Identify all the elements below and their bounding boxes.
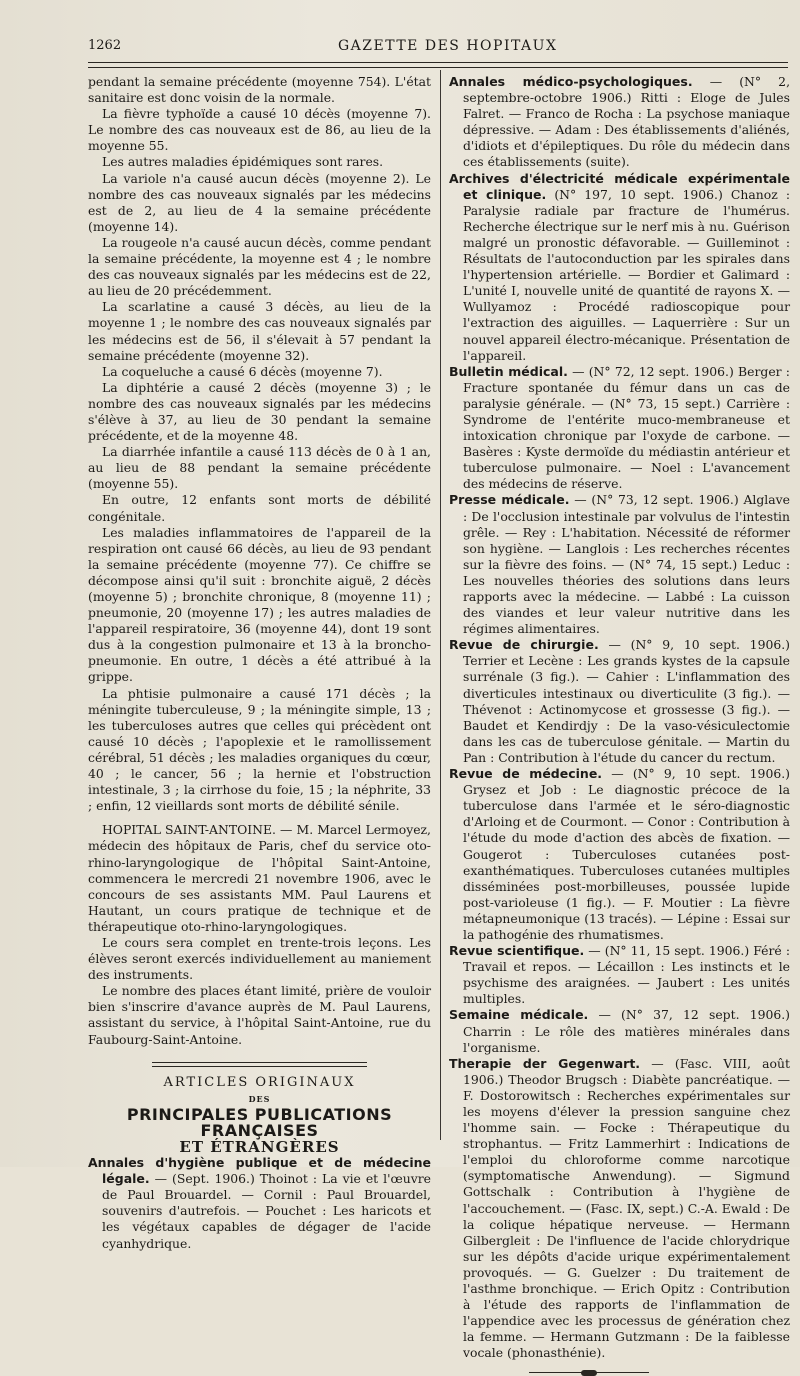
journal-title: GAZETTE DES HOPITAUX <box>338 38 558 54</box>
review-entry <box>449 364 790 493</box>
section-heading-line3: PRINCIPALES PUBLICATIONS FRANÇAISES <box>126 1104 393 1140</box>
review-title: Archives d'électricité médicale expérimentale et clinique. <box>449 170 790 202</box>
review-text: — (N° 72, 12 sept. 1906.) Berger : Fracture spontanée du fémur dans un cas de paralysie générale. — (N° 73, 15 sept.) Carrière : Syndrome de l'entérite muco-membraneuse et intoxication chronique par l'oxyde de carbone. — Basères : Kyste dermoïde du médiastin antérieur et tuberculose pulmonaire. — Noel : L'avancement des médecins de réserve. <box>463 363 790 492</box>
left-column <box>88 74 431 1252</box>
hospital-notice <box>88 822 431 935</box>
page-number: 1262 <box>88 38 122 53</box>
hospital-notice-text: — M. Marcel Lermoyez, médecin des hôpitaux de Paris, chef du service oto-rhino-laryngologique de l'hôpital Saint-Antoine, commencera le mercredi 21 novembre 1906, avec le concours de ses assistants MM. Paul Laurens et Hautant, un cours pratique de technique et de thérapeutique oto-rhino-laryngologiques. <box>88 822 431 934</box>
right-column <box>449 74 790 1376</box>
hospital-heading: HOPITAL SAINT-ANTOINE. <box>102 822 276 838</box>
review-text: — (N° 11, 15 sept. 1906.) Féré : Travail et repos. — Lécaillon : Les instincts et le psychisme des araignées. — Jaubert : Les unités multiples. <box>463 943 790 1007</box>
review-entry <box>449 492 790 637</box>
paragraph: La diphtérie a causé 2 décès (moyenne 3) ; le nombre des cas nouveaux signalés par les médecins s'élève à 37, au lieu de 30 pendant la semaine précédente, et de la moyenne 48. <box>88 379 431 444</box>
review-entry <box>449 766 790 943</box>
review-title: Revue scientifique. <box>449 943 585 959</box>
review-entry <box>449 637 790 766</box>
review-entry <box>449 171 790 364</box>
review-title: Semaine médicale. <box>449 1007 589 1023</box>
review-entry <box>449 74 790 171</box>
review-title: Annales d'hygiène publique et de médecine légale. <box>88 1155 431 1187</box>
review-title: Presse médicale. <box>449 492 570 508</box>
review-text: — (N° 37, 12 sept. 1906.) Charrin : Le rôle des matières minérales dans l'organisme. <box>463 1007 790 1055</box>
section-separator <box>152 1062 367 1067</box>
column-divider <box>440 70 441 1140</box>
paragraph: La rougeole n'a causé aucun décès, comme pendant la semaine précédente, la moyenne est 4 ; le nombre des cas nouveaux signalés par les médecins est de 22, au lieu de 20 précédemment. <box>88 234 431 299</box>
paragraph: La phtisie pulmonaire a causé 171 décès ; la méningite tuberculeuse, 9 ; la méningite simple, 13 ; les tuberculoses autres que celles qui précèdent ont causé 10 décès ; l'apoplexie et le ramollissement cérébral, 51 décès ; les maladies organiques du cœur, 40 ; le cancer, 56 ; la hernie et l'obstruction intestinale, 3 ; la cirrhose du foie, 15 ; la néphrite, 33 ; enfin, 12 vieillards sont morts de débilité sénile. <box>88 685 431 814</box>
end-ornament <box>529 1370 649 1376</box>
paragraph: En outre, 12 enfants sont morts de débilité congénitale. <box>88 492 431 524</box>
paragraph: La fièvre typhoïde a causé 10 décès (moyenne 7). Le nombre des cas nouveaux est de 86, au lieu de la moyenne 55. <box>88 106 431 154</box>
paragraph: La scarlatine a causé 3 décès, au lieu de la moyenne 1 ; le nombre des cas nouveaux signalés par les médecins est de 56, il s'élevait à 57 pendant la semaine précédente (moyenne 32). <box>88 299 431 363</box>
paragraph: pendant la semaine précédente (moyenne 754). L'état sanitaire est donc voisin de la normale. <box>88 74 431 106</box>
paragraph: La coqueluche a causé 6 décès (moyenne 7). <box>102 363 383 379</box>
review-text: (N° 197, 10 sept. 1906.) Chanoz : Paralysie radiale par fracture de l'humérus. Recherche électrique sur le nerf mis à nu. Guérison malgré un pronostic défavorable. — Guilleminot : Résultats de l'autoconduction par les spirales dans l'hypertension artérielle. — Bordier et Galimard : L'unité I, nouvelle unité de quantité de rayons X. — Wullyamoz : Procédé radioscopique pour l'extraction des aiguilles. — Laquerrière : Sur un nouvel appareil électro-mécanique. Présentation de l'appareil. <box>463 186 791 363</box>
paragraph: La variole n'a causé aucun décès (moyenne 2). Le nombre des cas nouveaux signalés par les médecins est de 2, au lieu de 4 la semaine précédente (moyenne 14). <box>88 170 431 234</box>
paragraph: Le cours sera complet en trente-trois leçons. Les élèves seront exercés individuellement au maniement des instruments. <box>88 934 431 983</box>
review-text: — (N° 73, 12 sept. 1906.) Alglave : De l'occlusion intestinale par volvulus de l'intestin grêle. — Rey : L'habitation. Nécessité de réformer son hygiène. — Langlois : Les recherches récentes sur la fièvre des foins. — (N° 74, 15 sept.) Leduc : Les nouvelles théories des solutions dans leurs rapports avec la médecine. — Labbé : La cuisson des viandes et leur valeur nutritive dans les régimes alimentaires. <box>463 492 790 637</box>
review-title: Annales médico-psychologiques. <box>449 74 693 89</box>
review-text: — (Sept. 1906.) Thoinot : La vie et l'œuvre de Paul Brouardel. — Cornil : Paul Brouardel, souvenirs d'autrefois. — Pouchet : Les haricots et les végétaux capables de dégager de l'acide cyanhydrique. <box>102 1171 431 1251</box>
review-entry <box>449 1056 790 1362</box>
review-entry <box>449 943 790 1007</box>
section-heading-line2: DES <box>248 1093 271 1104</box>
page-header <box>88 38 788 60</box>
paragraph: La diarrhée infantile a causé 113 décès de 0 à 1 an, au lieu de 88 pendant la semaine précédente (moyenne 55). <box>88 444 431 492</box>
paragraph: Les maladies inflammatoires de l'appareil de la respiration ont causé 66 décès, au lieu de 93 pendant la semaine précédente (moyenne 77). Ce chiffre se décompose ainsi qu'il suit : bronchite aiguë, 2 décès (moyenne 5) ; bronchite chronique, 8 (moyenne 11) ; pneumonie, 20 (moyenne 17) ; les autres maladies de l'appareil respiratoire, 36 (moyenne 44), dont 19 sont dus à la congestion pulmonaire et 13 à la broncho-pneumonie. En outre, 1 décès a été attribué à la grippe. <box>88 524 431 685</box>
paragraph: Les autres maladies épidémiques sont rares. <box>102 154 384 170</box>
review-title: Revue de chirurgie. <box>449 637 599 653</box>
review-entry <box>88 1155 431 1252</box>
header-rule <box>88 62 788 68</box>
review-text: — (N° 2, septembre-octobre 1906.) Ritti : Eloge de Jules Falret. — Franco de Rocha : La psychose maniaque dépressive. — Adam : Des établissements d'aliénés, d'idiots et d'épileptiques. Du rôle du médecin dans ces établissements (suite). <box>463 74 791 170</box>
review-title: Therapie der Gegenwart. <box>449 1055 641 1071</box>
review-text: — (Fasc. VIII, août 1906.) Theodor Brugsch : Diabète pancréatique. — F. Dostorowitsch : Recherches expérimentales sur les moyens d'élever la pression sanguine chez l'homme sain. — Focke : Thérapeutique du strophantus. — Fritz Lammerhirt : Indications de l'emploi du chloroforme comme narcotique (symptomatische Anwendung). — Sigmund Gottschalk : Contribution à l'hygiène de l'accouchement. — (Fasc. IX, sept.) C.-A. Ewald : De la colique hépatique nerveuse. — Hermann Gilbergleit : De l'influence de l'acide chlorydrique sur les dépôts d'acide urique expérimentalement provoqués. — G. Guelzer : Du traitement de l'asthme bronchique. — Erich Opitz : Contribution à l'étude des rapports de l'inflammation de l'appendice avec les processus de génération chez la femme. — Hermann Gutzmann : De la faiblesse vocale (phonasthénie). <box>463 1055 790 1361</box>
review-entry <box>449 1007 790 1055</box>
paragraph: Le nombre des places étant limité, prière de vouloir bien s'inscrire d'avance auprès de M. Paul Laurens, assistant du service, à l'hôpital Saint-Antoine, rue du Faubourg-Saint-Antoine. <box>88 983 431 1047</box>
section-heading-line4: ET ÉTRANGÈRES <box>179 1138 340 1156</box>
review-text: — (N° 9, 10 sept. 1906.) Grysez et Job : Le diagnostic précoce de la tuberculose dans l'armée et le séro-diagnostic d'Arloing et de Courmont. — Conor : Contribution à l'étude du mode d'action des abcès de fixation. — Gougerot : Tuberculoses cutanées post-exanthématiques. Tuberculoses cutanées multiples disséminées post-morbilleuses, poussée lupide post-varioleuse (1 fig.). — F. Moutier : La fièvre métapneumonique (13 tracés). — Lépine : Essai sur la pathogénie des rhumatismes. <box>463 766 790 942</box>
review-title: Bulletin médical. <box>449 363 568 379</box>
review-title: Revue de médecine. <box>449 766 603 782</box>
review-text: — (N° 9, 10 sept. 1906.) Terrier et Lecène : Les grands kystes de la capsule surrénale (3 fig.). — Cahier : L'inflammation des diverticules intestinaux ou diverticulite (3 fig.). — Thévenot : Actinomycose et grossesse (3 fig.). — Baudet et Kendirdjy : De la vaso-vésiculectomie dans les cas de tuberculose génitale. — Martin du Pan : Contribution à l'étude du cancer du rectum. <box>463 637 790 765</box>
section-heading-line1: ARTICLES ORIGINAUX <box>163 1074 356 1090</box>
